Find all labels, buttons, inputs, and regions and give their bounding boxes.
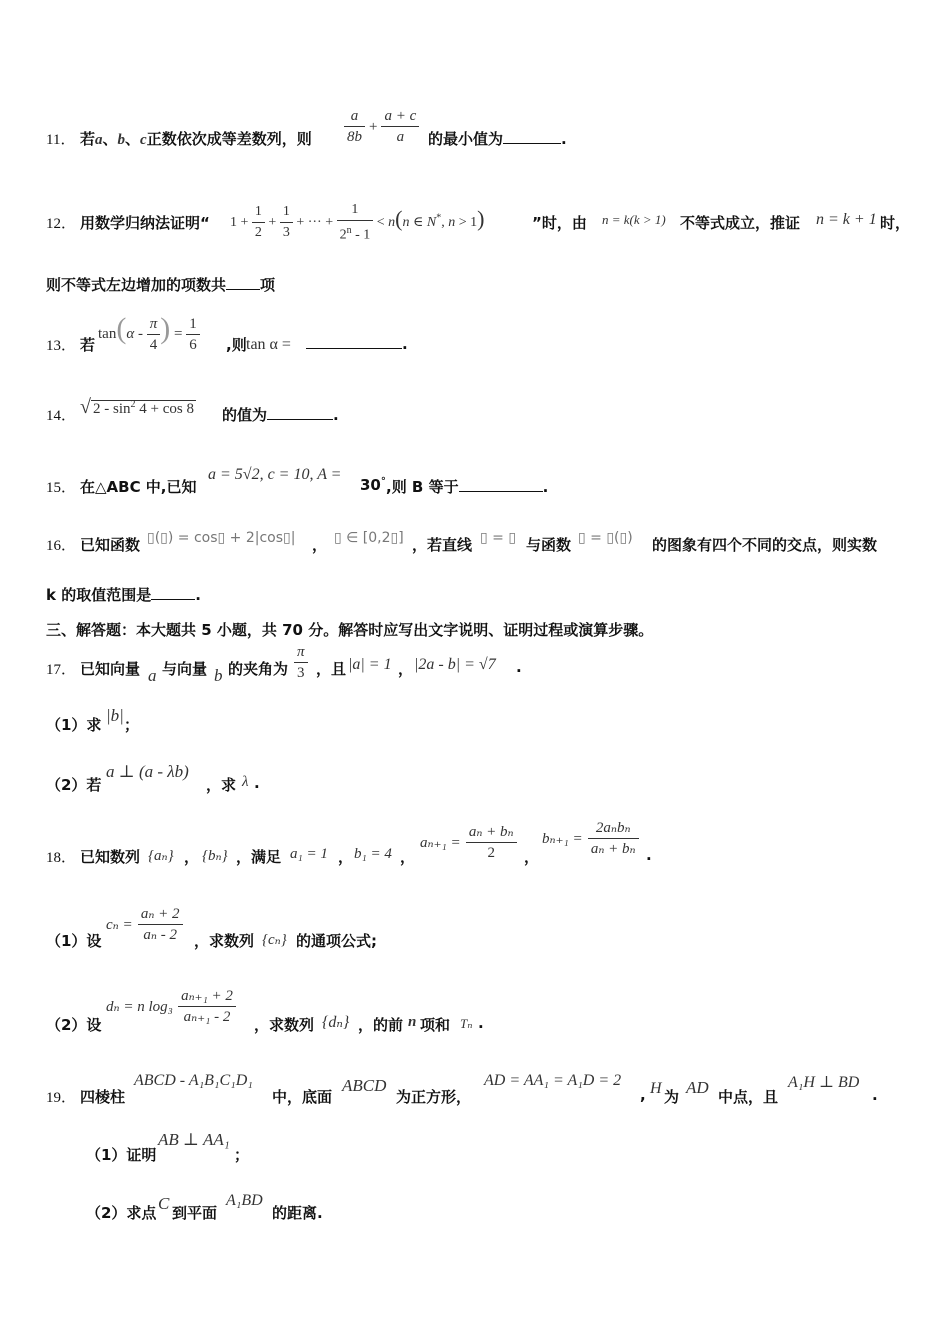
math-text: bₙ₊₁ =	[542, 831, 583, 847]
text-segment: 已知函数	[80, 536, 141, 554]
plane-expression: A₁BD	[226, 1192, 263, 1209]
variable-b: b	[117, 132, 126, 148]
text-segment: 与函数	[526, 536, 572, 554]
question-13	[0, 310, 950, 358]
close-quote: ”	[532, 214, 542, 232]
text-segment: ，求	[206, 776, 237, 794]
recurrence-b	[542, 818, 639, 859]
text-segment: 已知数列	[80, 848, 141, 866]
text-segment: 、	[125, 130, 141, 148]
text-segment: 的通项公式;	[296, 932, 377, 950]
text-segment: 的夹角为	[228, 660, 289, 678]
question-17-part-1	[0, 704, 950, 734]
text-segment: 在△ABC 中,已知	[80, 478, 197, 496]
fraction-denominator: 2	[487, 845, 495, 861]
question-15	[0, 460, 950, 494]
text-segment: 的图象有四个不同的交点，则实数	[652, 536, 878, 554]
text-segment: 正数依次成等差数列，则	[146, 130, 312, 148]
text-segment: 为正方形，	[396, 1088, 472, 1106]
text-segment: ，	[312, 536, 328, 554]
text-segment: ，	[398, 660, 414, 678]
vector-b: b	[214, 666, 223, 685]
text-segment: 若	[80, 336, 96, 354]
text-segment: 项和	[420, 1016, 451, 1034]
text-segment: 的距离.	[272, 1204, 323, 1222]
answer-blank[interactable]	[459, 477, 543, 492]
question-text	[80, 212, 210, 233]
text-segment: 中，底面	[272, 1088, 333, 1106]
text-segment: 四棱柱	[80, 1088, 126, 1106]
question-14	[0, 390, 950, 422]
variable-a: a	[95, 132, 103, 148]
fraction	[344, 106, 365, 147]
magnitude-condition: |a| = 1	[348, 656, 392, 673]
fraction-numerator: 2aₙbₙ	[588, 818, 639, 839]
angle-fraction	[294, 642, 308, 683]
fraction-denominator: aₙ + bₙ	[590, 841, 636, 857]
text-segment: ,则 B 等于	[386, 478, 459, 496]
part-label: （2）若	[46, 776, 102, 794]
recurrence-a	[420, 822, 517, 863]
answer-blank[interactable]	[306, 334, 402, 349]
question-18-part-2	[0, 986, 950, 1036]
text-segment: 到平面	[172, 1204, 218, 1222]
text-segment: .	[195, 586, 201, 604]
text-segment: ，求数列	[254, 1016, 315, 1034]
text-segment: 用数学归纳法证明	[80, 214, 201, 232]
math-expression	[344, 106, 419, 147]
answer-blank[interactable]	[151, 585, 195, 600]
text-segment: .	[254, 774, 260, 792]
text-segment: ，求数列	[194, 932, 255, 950]
part-label: （1）设	[46, 932, 102, 950]
sequence-b: {bₙ}	[202, 848, 228, 864]
text-segment: .	[561, 130, 567, 148]
text-segment: 已知向量	[80, 660, 141, 678]
plus-sign: +	[369, 119, 378, 135]
fraction-denominator: aₙ - 2	[143, 927, 177, 943]
part-label: （2）设	[46, 1016, 102, 1034]
question-12	[0, 186, 950, 243]
text-segment: 时，	[880, 214, 911, 232]
fraction-numerator: a + c	[381, 106, 419, 127]
initial-a: a₁ = 1	[290, 846, 328, 862]
fraction	[381, 106, 419, 147]
answer-blank[interactable]	[267, 405, 333, 420]
text-segment: 的最小值为	[428, 130, 504, 148]
segment-AD: AD	[686, 1078, 709, 1097]
question-19	[0, 1070, 950, 1104]
d-definition	[106, 986, 236, 1027]
degree-sign: °	[380, 476, 386, 487]
perpendicular-condition: A₁H ⊥ BD	[788, 1074, 860, 1091]
question-number: 17．	[46, 662, 77, 678]
question-number: 19．	[46, 1090, 77, 1106]
text-segment: 的值为	[222, 406, 268, 424]
text-segment: ,	[640, 1086, 646, 1104]
fraction-denominator: a	[396, 129, 405, 145]
question-16	[0, 530, 950, 554]
text-segment: 项	[260, 276, 276, 294]
magnitude-condition: |2a - b| = √7	[414, 656, 496, 673]
function-expression: ▯ = ▯(▯)	[578, 530, 633, 546]
text-segment: .	[402, 335, 408, 353]
fraction	[138, 904, 183, 945]
text-segment: ，若直线	[412, 536, 473, 554]
text-segment: k 的取值范围是	[46, 586, 152, 604]
part-label: （1）证明	[86, 1146, 157, 1164]
text-segment: ，且	[316, 660, 347, 678]
variable-lambda: λ	[242, 774, 249, 790]
math-text: dₙ = n log₃	[106, 999, 173, 1015]
inequality-expression: 1 + $\frac{1}{2}$ + $\frac{1}{3}$ + ··· + $\frac{1}{2^n - 1}$ < n(n ∈ N*, n > 1)	[230, 200, 484, 246]
result-expression	[246, 336, 291, 354]
math-text: cₙ =	[106, 917, 133, 933]
text-segment: .	[542, 478, 549, 496]
sequence-d: {dₙ}	[322, 1014, 350, 1031]
text-segment: .	[646, 846, 652, 864]
tan-expression: tan(α - $\frac{\pi}{4}$ ) = $\frac{1}{6}$	[98, 312, 200, 355]
text-segment: ，	[400, 848, 416, 866]
fraction-numerator: aₙ₊₁ + 2	[178, 986, 236, 1007]
text-segment: 与向量	[162, 660, 208, 678]
fraction: $\frac{\pi}{4}$	[147, 314, 161, 355]
part-label: （2）求点	[86, 1204, 157, 1222]
question-number: 16．	[46, 538, 77, 554]
line-expression: ▯ = ▯	[480, 530, 517, 546]
function-expression: ▯(▯) = cos▯ + 2|cos▯|	[147, 530, 296, 546]
question-19-part-2	[0, 1190, 950, 1220]
radical-expression: √ $2 - \sin^2 4 + \cos 8$	[80, 396, 194, 418]
question-text	[222, 404, 339, 425]
text-segment: .	[872, 1086, 878, 1104]
fraction: $\frac{1}{2^n - 1}$	[337, 200, 374, 246]
sequence-c: {cₙ}	[262, 932, 287, 948]
question-text	[80, 128, 312, 149]
length-condition: AD = AA₁ = A₁D = 2	[484, 1072, 622, 1089]
sum-T: Tₙ	[460, 1016, 473, 1031]
domain-expression: ▯ ∈ [0,2▯]	[334, 530, 404, 546]
section-title: 三、解答题：本大题共 5 小题，共 70 分。解答时应写出文字说明、证明过程或演算步骤。	[46, 621, 654, 639]
question-18-part-1	[0, 900, 950, 950]
math-text: aₙ₊₁ =	[420, 835, 461, 851]
question-number: 13．	[46, 338, 77, 354]
fraction-numerator: aₙ + 2	[138, 904, 183, 925]
variable-c: c	[140, 132, 147, 148]
fraction	[466, 822, 517, 863]
point-H: H	[650, 1080, 662, 1097]
question-text	[386, 476, 548, 497]
section-heading	[0, 619, 950, 639]
angle-value	[360, 476, 386, 494]
text-segment: ；	[124, 716, 140, 734]
text-segment: .	[333, 406, 339, 424]
question-18	[0, 818, 950, 870]
next-step-expression: n = k + 1	[816, 211, 877, 228]
magnitude-expression: |b|	[106, 706, 124, 725]
text-segment: 则不等式左边增加的项数共	[46, 276, 227, 294]
question-text	[532, 212, 587, 233]
part-label: （1）求	[46, 716, 102, 734]
fraction: $\frac{1}{2}$	[252, 202, 265, 243]
question-number: 14．	[46, 408, 77, 424]
fraction-denominator: 8b	[347, 129, 362, 145]
open-quote: “	[200, 214, 210, 232]
fraction: $\frac{1}{3}$	[280, 202, 293, 243]
text-segment: 时，由	[541, 214, 587, 232]
question-text	[428, 128, 567, 149]
text-segment: 为	[664, 1088, 680, 1106]
text-segment: 不等式成立，推证	[680, 214, 801, 232]
text-segment: 若	[80, 130, 96, 148]
question-11	[0, 106, 950, 152]
text-segment: ,则	[226, 336, 247, 354]
fraction	[178, 986, 236, 1027]
question-text	[46, 584, 201, 605]
fraction-numerator: aₙ + bₙ	[466, 822, 517, 843]
question-number: 11．	[46, 132, 76, 148]
text-segment: 中点，且	[718, 1088, 779, 1106]
initial-b: b₁ = 4	[354, 846, 392, 862]
text-segment: ，的前	[358, 1016, 404, 1034]
fraction-numerator: a	[344, 106, 365, 127]
question-number: 18．	[46, 850, 77, 866]
question-19-part-1	[0, 1130, 950, 1164]
text-segment: ，	[524, 848, 540, 866]
perpendicular-expression: AB ⊥ AA₁	[158, 1130, 230, 1149]
fraction-denominator: 3	[297, 665, 305, 681]
math-text: 30	[360, 476, 381, 494]
fraction-numerator: π	[294, 642, 308, 663]
sequence-a: {aₙ}	[148, 848, 174, 864]
vector-a: a	[148, 666, 157, 685]
question-text	[306, 334, 408, 353]
prism-expression: ABCD - A₁B₁C₁D₁	[134, 1072, 253, 1089]
condition-expression: n = k(k > 1)	[602, 212, 666, 227]
given-expression: a = 5√2, c = 10, A =	[208, 466, 342, 483]
variable-n: n	[408, 1014, 417, 1030]
text-segment: ，	[338, 848, 354, 866]
fraction: $\frac{1}{6}$	[186, 314, 200, 355]
question-number: 12．	[46, 216, 77, 232]
text-segment: .	[516, 658, 522, 676]
question-17-part-2	[0, 758, 950, 794]
point-C: C	[158, 1194, 170, 1213]
perpendicular-condition: a ⊥ (a - λb)	[106, 762, 189, 781]
text-segment: 、	[102, 130, 118, 148]
text-segment: .	[478, 1014, 484, 1032]
fraction	[588, 818, 639, 859]
fraction	[294, 642, 308, 683]
text-segment: ；	[234, 1146, 250, 1164]
question-12-line2	[0, 274, 950, 294]
question-number: 15．	[46, 480, 77, 496]
base-expression: ABCD	[342, 1076, 387, 1095]
fraction-denominator: aₙ₊₁ - 2	[183, 1009, 231, 1025]
c-definition	[106, 904, 183, 945]
text-segment: ，满足	[236, 848, 282, 866]
question-text	[46, 274, 275, 295]
question-16-line2	[0, 584, 950, 604]
question-17	[0, 646, 950, 686]
text-segment: ，	[184, 848, 200, 866]
answer-blank[interactable]	[503, 129, 561, 144]
math-text: tan α =	[246, 336, 291, 353]
answer-blank[interactable]	[226, 275, 260, 290]
